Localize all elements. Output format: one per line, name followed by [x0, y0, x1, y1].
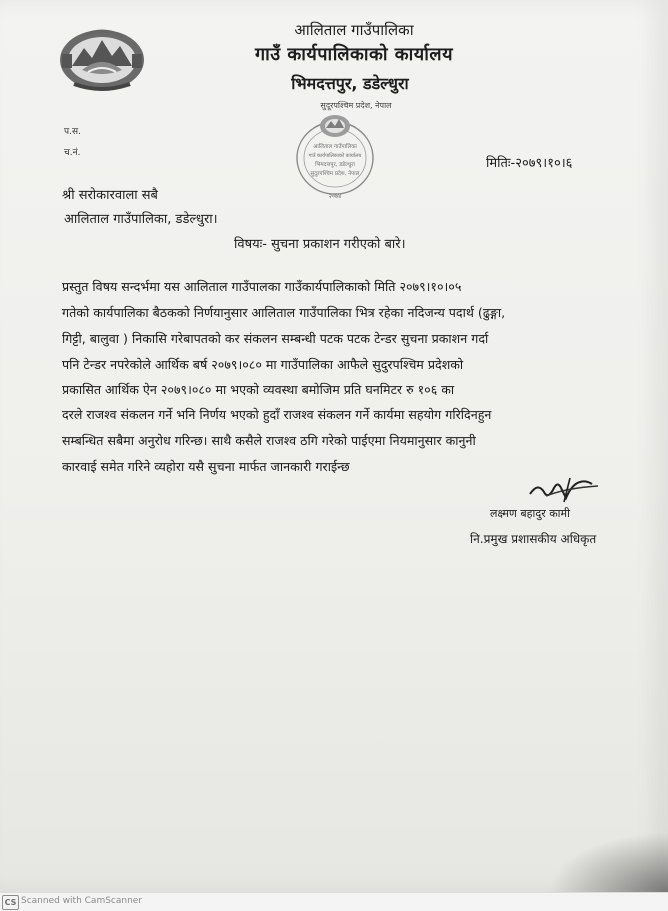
stamp-line-1: आलिताल गाउँपालिका	[313, 144, 357, 150]
letter-subject: विषयः- सुचना प्रकाशन गरीएको बारे।	[234, 237, 406, 252]
camscanner-logo-icon: CS	[2, 895, 19, 910]
signatory-name: लक्ष्मण बहादुर कामी	[490, 507, 570, 520]
body-line: गतेको कार्यपालिका बैठकको निर्णयानुसार आलिताल गाउँपालिका भित्र रहेका नदिजन्य पदार्थ (ढुङ्गा,	[62, 305, 506, 320]
signature-icon	[526, 474, 602, 506]
reference-number-label: प.स.	[64, 127, 81, 137]
office-location: भिमदत्तपुर, डडेल्धुरा	[291, 74, 409, 93]
body-line: प्रकासित आर्थिक ऐन २०७९।०८० मा भएको व्यवस्था बमोजिम प्रति घनमिटर रु १०६ का	[62, 382, 455, 397]
signatory-title: नि.प्रमुख प्रशासकीय अधिकृत	[470, 532, 597, 546]
recipient-line-1: श्री सरोकारवाला सबै	[62, 188, 158, 203]
stamp-line-2: गाउँ कार्यपालिकाको कार्यालय	[308, 153, 362, 159]
body-line: पनि टेन्डर नपरेकोले आर्थिक बर्ष २०७९।०८० मा गाउँपालिका आफैले सुदुरपश्चिम प्रदेशको	[62, 357, 464, 372]
body-line: दरले राजश्व संकलन गर्ने भनि निर्णय भएको हुदाँ राजश्व संकलन गर्ने कार्यमा सहयोग गरिदिनहुन	[62, 407, 492, 422]
body-line: सम्बन्धित सबैमा अनुरोध गरिन्छ। साथै कसैले राजश्व ठगि गरेको पाईएमा नियमानुसार कानुनी	[62, 433, 476, 448]
office-stamp-icon	[294, 106, 376, 202]
recipient-line-2: आलिताल गाउँपालिका, डडेल्धुरा।	[64, 212, 218, 227]
scanner-watermark: Scanned with CamScanner	[21, 896, 143, 906]
scan-shadow	[548, 832, 668, 892]
letter-date: मितिः-२०७९।१०।६	[486, 156, 573, 171]
body-line: कारवाई समेत गरिने व्यहोरा यसै सुचना मार्फत जानकारी गराईन्छ	[62, 459, 350, 474]
stamp-year: २०७४	[328, 193, 342, 200]
stamp-line-3: भिमदत्तपुर, डडेल्धुरा	[315, 162, 355, 168]
body-line: प्रस्तुत विषय सन्दर्भमा यस आलिताल गाउँपालका गाउँकार्यपालिकाको मिति २०७९।१०।०५	[62, 279, 462, 294]
stamp-line-4: सुदूरपश्चिम प्रदेश, नेपाल	[310, 171, 360, 177]
dispatch-number-label: च.नं.	[64, 148, 81, 158]
scanner-footer	[0, 892, 668, 911]
province-name: सुदूरपश्चिम प्रदेश, नेपाल	[320, 101, 392, 110]
body-line: गिट्टी, बालुवा ) निकासि गरेबापतको कर संकलन सम्बन्धी पटक पटक टेन्डर सुचना प्रकाशन गर्दा	[62, 331, 489, 346]
municipality-name: आलिताल गाउँपालिका	[294, 21, 414, 39]
office-name: गाउँ कार्यपालिकाको कार्यालय	[254, 44, 454, 65]
